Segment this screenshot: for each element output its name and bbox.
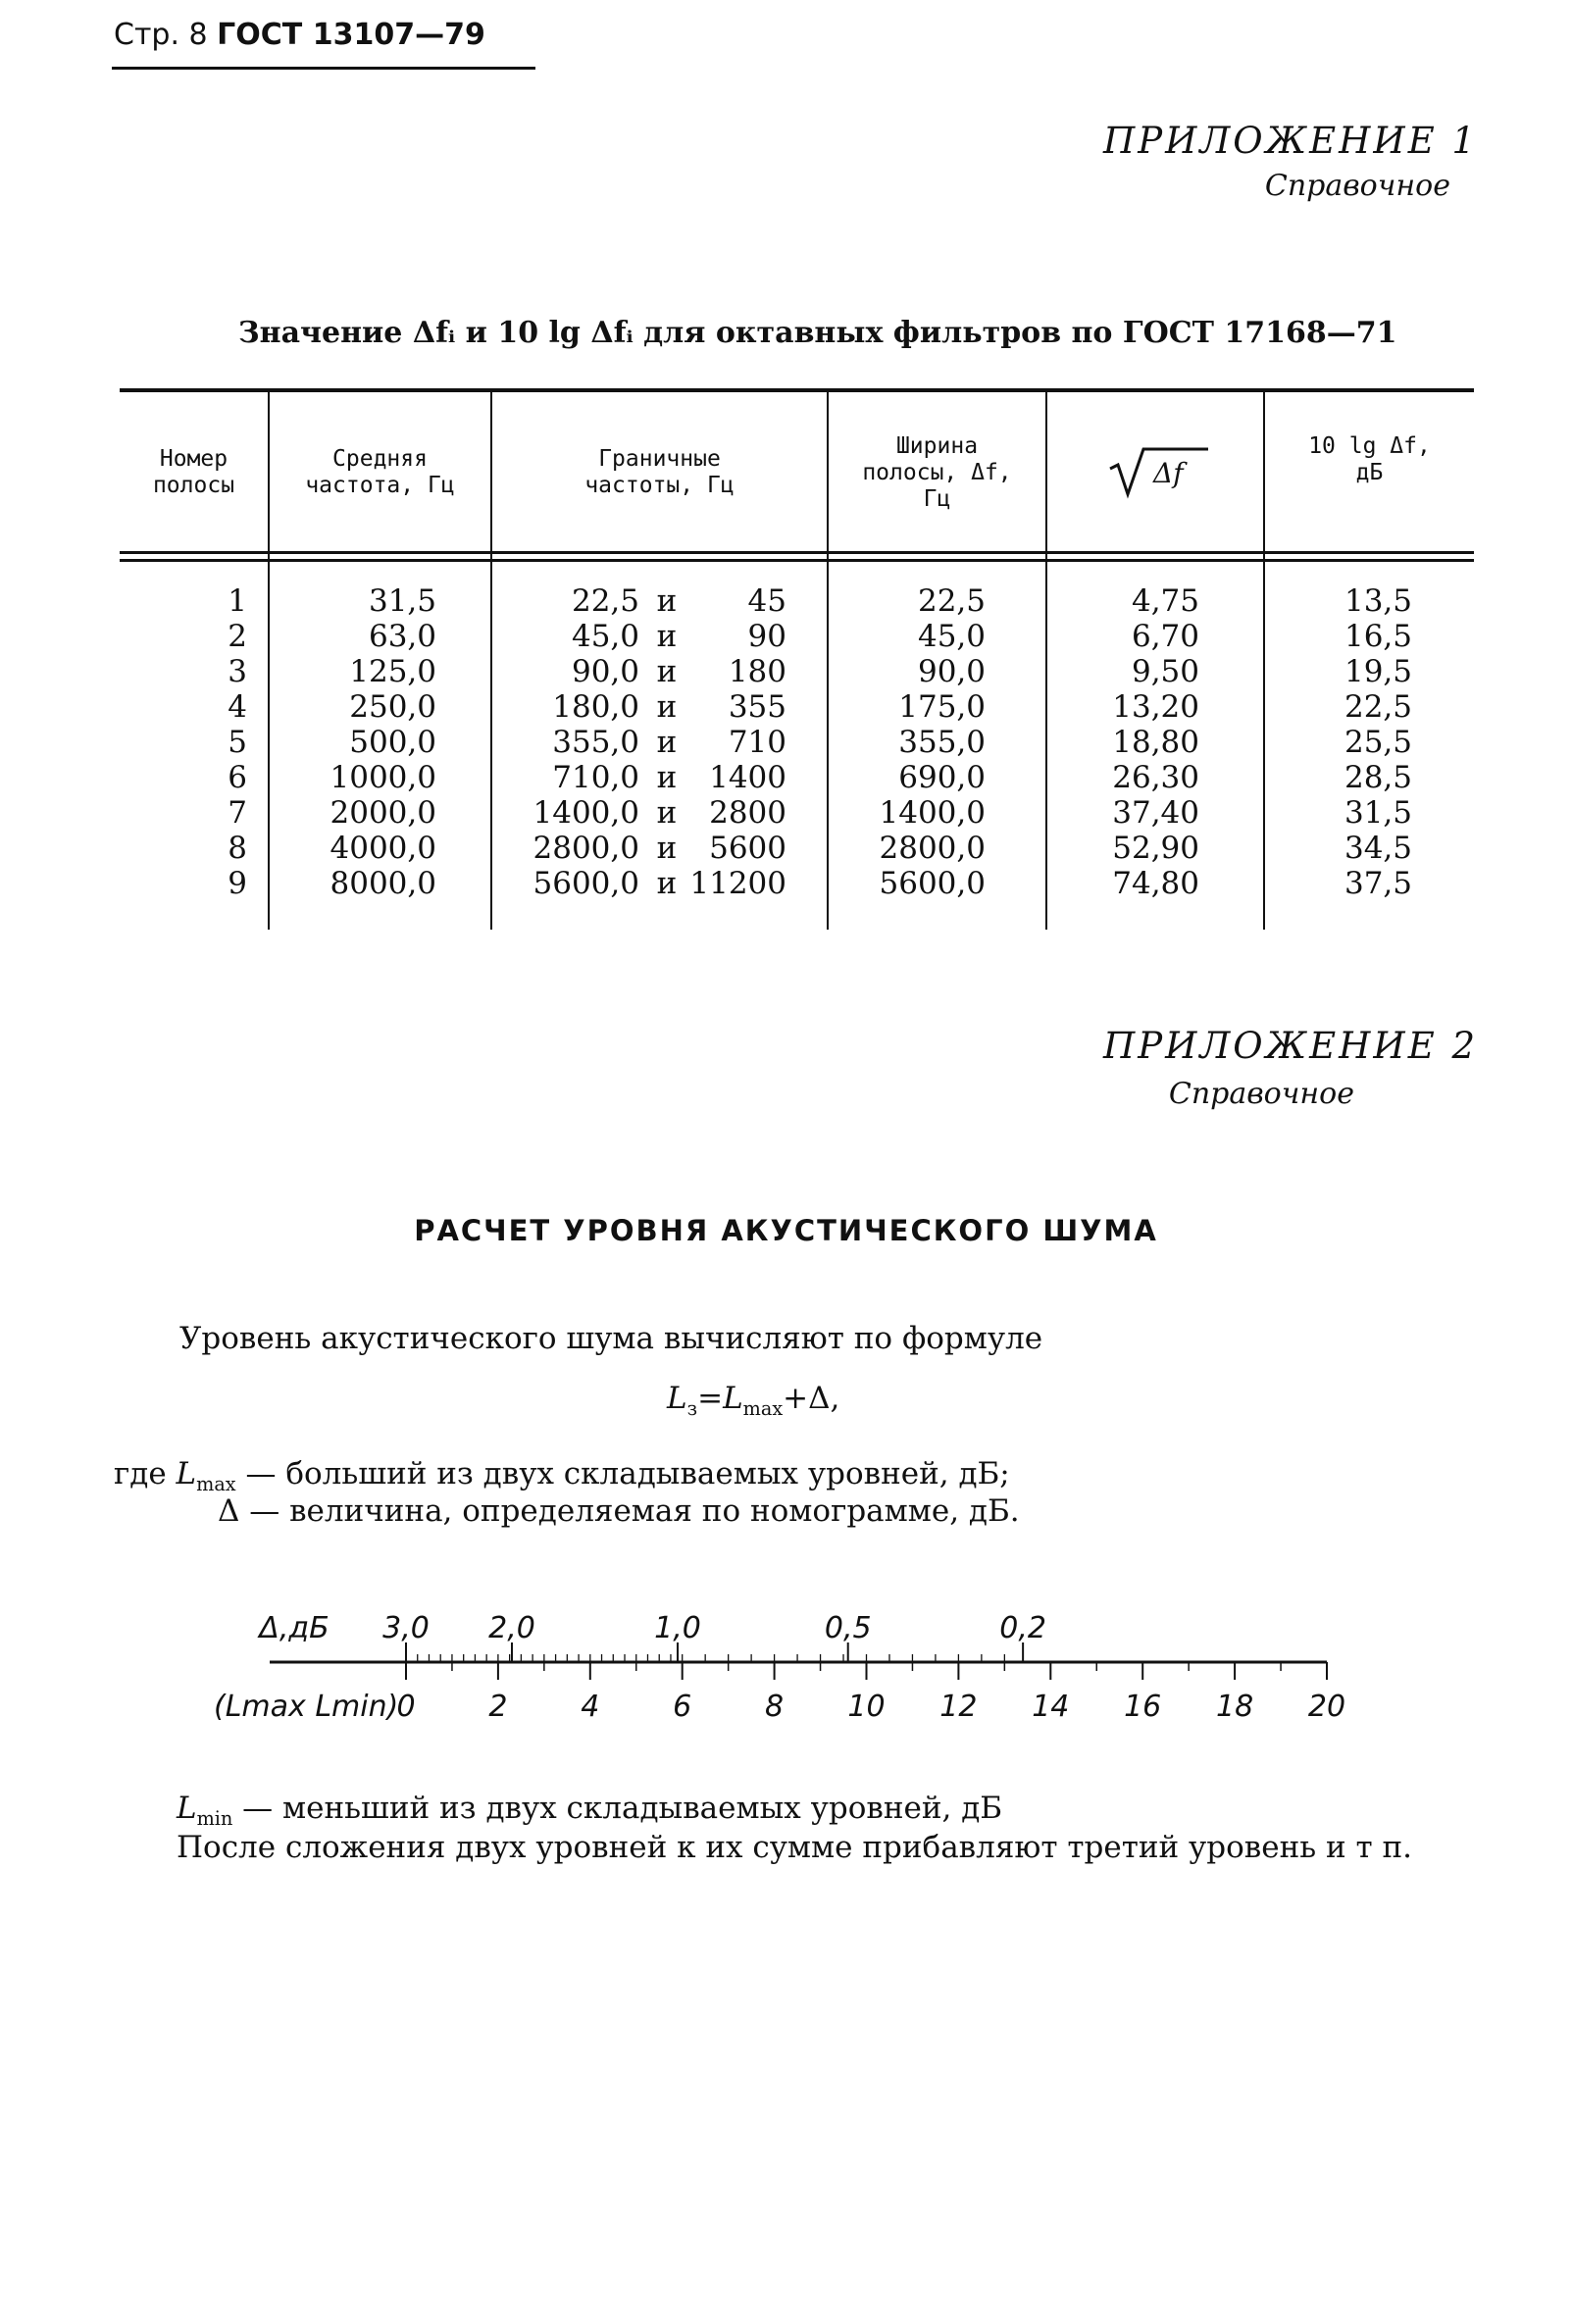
intro-paragraph: Уровень акустического шума вычисляют по формуле: [179, 1321, 1043, 1356]
table-top-rule: [120, 388, 1474, 392]
table-cell-width: 2800,0: [879, 831, 986, 866]
nomogram-bottom-label: 8: [765, 1690, 785, 1724]
nomogram-bottom-label: 10: [847, 1690, 886, 1724]
table-cell-low: 355,0: [552, 725, 639, 760]
column-bandwidth: [829, 583, 986, 901]
table-cell-db: 25,5: [1344, 725, 1412, 760]
nomogram-top-axis-label: Δ,дБ: [259, 1611, 330, 1645]
column-low-bound: [492, 583, 639, 901]
nomogram-bottom-label: 0: [396, 1690, 416, 1724]
table-cell-width: 175,0: [898, 689, 986, 725]
table-caption: Значение Δfᵢ и 10 lg Δfᵢ для октавных фильтров по ГОСТ 17168—71: [238, 316, 1397, 350]
table-cell-sqrt: 52,90: [1112, 831, 1199, 866]
header-bandwidth: Ширина полосы, Δf, Гц: [862, 433, 1012, 512]
header-sqrt: [1108, 443, 1216, 506]
column-mid-frequency: [270, 583, 436, 901]
nomogram-bottom-axis-label: (Lmax Lmin): [214, 1690, 399, 1724]
appendix2-subtitle: Справочное: [1168, 1077, 1354, 1111]
table-cell-high: 11200: [689, 866, 786, 901]
table-header-rule-2: [120, 559, 1474, 562]
table-cell-mid: 2000,0: [330, 795, 436, 831]
nomogram-top-label: 0,5: [824, 1611, 872, 1645]
table-cell-db: 13,5: [1344, 583, 1412, 619]
nomogram-top-label: 1,0: [654, 1611, 701, 1645]
table-cell-mid: 250,0: [349, 689, 436, 725]
table-cell-and: и: [656, 583, 678, 619]
table-cell-band: 6: [228, 760, 247, 795]
header-mid-frequency: Средняя частота, Гц: [305, 446, 455, 498]
nomogram-bottom-label: 4: [581, 1690, 600, 1724]
table-cell-db: 22,5: [1344, 689, 1412, 725]
table-cell-low: 2800,0: [532, 831, 639, 866]
table-cell-band: 8: [228, 831, 247, 866]
table-cell-width: 355,0: [898, 725, 986, 760]
table-cell-sqrt: 26,30: [1112, 760, 1199, 795]
nomogram-bottom-label: 14: [1032, 1690, 1070, 1724]
table-cell-db: 28,5: [1344, 760, 1412, 795]
table-cell-and: и: [656, 831, 678, 866]
table-cell-width: 22,5: [917, 583, 986, 619]
table-cell-low: 180,0: [552, 689, 639, 725]
delta-definition: Δ — величина, определяемая по номограмме, дБ.: [218, 1493, 1020, 1529]
sqrt-argument: Δf: [1153, 457, 1184, 489]
table-cell-band: 2: [228, 619, 247, 654]
table-header-rule-1: [120, 551, 1474, 554]
column-and: [647, 583, 686, 901]
table-cell-high: 180: [728, 654, 786, 689]
table-cell-band: 3: [228, 654, 247, 689]
nomogram-top-label: 3,0: [382, 1611, 430, 1645]
table-cell-high: 5600: [709, 831, 786, 866]
header-bound-frequencies: Граничные частоты, Гц: [584, 446, 735, 498]
column-high-bound: [686, 583, 786, 901]
lmin-definition: $L_{min}$ — меньший из двух складываемых уровней, дБ: [177, 1791, 1003, 1831]
nomogram-top-label: 0,2: [999, 1611, 1046, 1645]
table-cell-low: 1400,0: [532, 795, 639, 831]
table-cell-db: 37,5: [1344, 866, 1412, 901]
table-cell-and: и: [656, 654, 678, 689]
table-cell-and: и: [656, 795, 678, 831]
page-header: [114, 18, 485, 52]
column-band: [120, 583, 247, 901]
table-cell-band: 4: [228, 689, 247, 725]
column-sqrt: [1047, 583, 1199, 901]
table-cell-high: 2800: [709, 795, 786, 831]
nomogram-top-label: 2,0: [488, 1611, 535, 1645]
table-cell-low: 710,0: [552, 760, 639, 795]
table-cell-high: 355: [728, 689, 786, 725]
table-cell-mid: 63,0: [368, 619, 436, 654]
table-cell-mid: 4000,0: [330, 831, 436, 866]
header-rule: [112, 67, 535, 70]
closing-paragraph: После сложения двух уровней к их сумме прибавляют третий уровень и т п.: [177, 1830, 1413, 1865]
table-cell-sqrt: 74,80: [1112, 866, 1199, 901]
table-cell-band: 1: [228, 583, 247, 619]
nomogram-bottom-label: 20: [1307, 1690, 1346, 1724]
table-cell-mid: 1000,0: [330, 760, 436, 795]
table-cell-width: 90,0: [917, 654, 986, 689]
table-cell-width: 1400,0: [879, 795, 986, 831]
table-cell-width: 690,0: [898, 760, 986, 795]
table-cell-low: 45,0: [571, 619, 639, 654]
table-cell-sqrt: 13,20: [1112, 689, 1199, 725]
table-cell-and: и: [656, 619, 678, 654]
nomogram-bottom-label: 18: [1216, 1690, 1254, 1724]
table-cell-high: 45: [747, 583, 786, 619]
table-cell-db: 16,5: [1344, 619, 1412, 654]
table-cell-sqrt: 9,50: [1131, 654, 1199, 689]
appendix1-subtitle: Справочное: [1264, 169, 1450, 203]
table-cell-sqrt: 18,80: [1112, 725, 1199, 760]
header-band: Номер полосы: [152, 446, 235, 498]
page-number: Стр. 8: [114, 18, 208, 52]
table-cell-and: и: [656, 689, 678, 725]
where-lmax: где $L_{max}$ — больший из двух складываемых уровней, дБ;: [114, 1456, 1010, 1496]
table-cell-db: 19,5: [1344, 654, 1412, 689]
nomogram-bottom-label: 12: [939, 1690, 978, 1724]
nomogram-bottom-label: 16: [1124, 1690, 1162, 1724]
header-10lg: 10 lg Δf, дБ: [1308, 433, 1431, 485]
table-cell-db: 31,5: [1344, 795, 1412, 831]
table-cell-band: 5: [228, 725, 247, 760]
table-cell-width: 5600,0: [879, 866, 986, 901]
table-cell-mid: 500,0: [349, 725, 436, 760]
table-cell-high: 710: [728, 725, 786, 760]
column-10lg: [1265, 583, 1412, 901]
table-cell-db: 34,5: [1344, 831, 1412, 866]
table-cell-sqrt: 6,70: [1131, 619, 1199, 654]
formula: $L_з=L_{max}+\Delta$,: [667, 1381, 840, 1421]
table-cell-low: 22,5: [571, 583, 639, 619]
nomogram-bottom-label: 2: [488, 1690, 508, 1724]
table-cell-band: 7: [228, 795, 247, 831]
table-cell-sqrt: 4,75: [1131, 583, 1199, 619]
standard-number: ГОСТ 13107—79: [217, 18, 485, 52]
table-cell-high: 1400: [709, 760, 786, 795]
table-cell-low: 5600,0: [532, 866, 639, 901]
table-cell-high: 90: [747, 619, 786, 654]
table-cell-mid: 125,0: [349, 654, 436, 689]
nomogram-scale: [206, 1584, 1373, 1731]
table-cell-low: 90,0: [571, 654, 639, 689]
nomogram-bottom-label: 6: [673, 1690, 692, 1724]
section-title: РАСЧЕТ УРОВНЯ АКУСТИЧЕСКОГО ШУМА: [414, 1214, 1158, 1247]
table-cell-band: 9: [228, 866, 247, 901]
table-cell-and: и: [656, 760, 678, 795]
table-cell-width: 45,0: [917, 619, 986, 654]
table-cell-mid: 31,5: [368, 583, 436, 619]
table-cell-sqrt: 37,40: [1112, 795, 1199, 831]
table-cell-mid: 8000,0: [330, 866, 436, 901]
appendix2-title: ПРИЛОЖЕНИЕ 2: [1102, 1025, 1478, 1067]
table-cell-and: и: [656, 866, 678, 901]
nomogram: [206, 1584, 1373, 1735]
appendix1-title: ПРИЛОЖЕНИЕ 1: [1102, 120, 1478, 162]
table-cell-and: и: [656, 725, 678, 760]
